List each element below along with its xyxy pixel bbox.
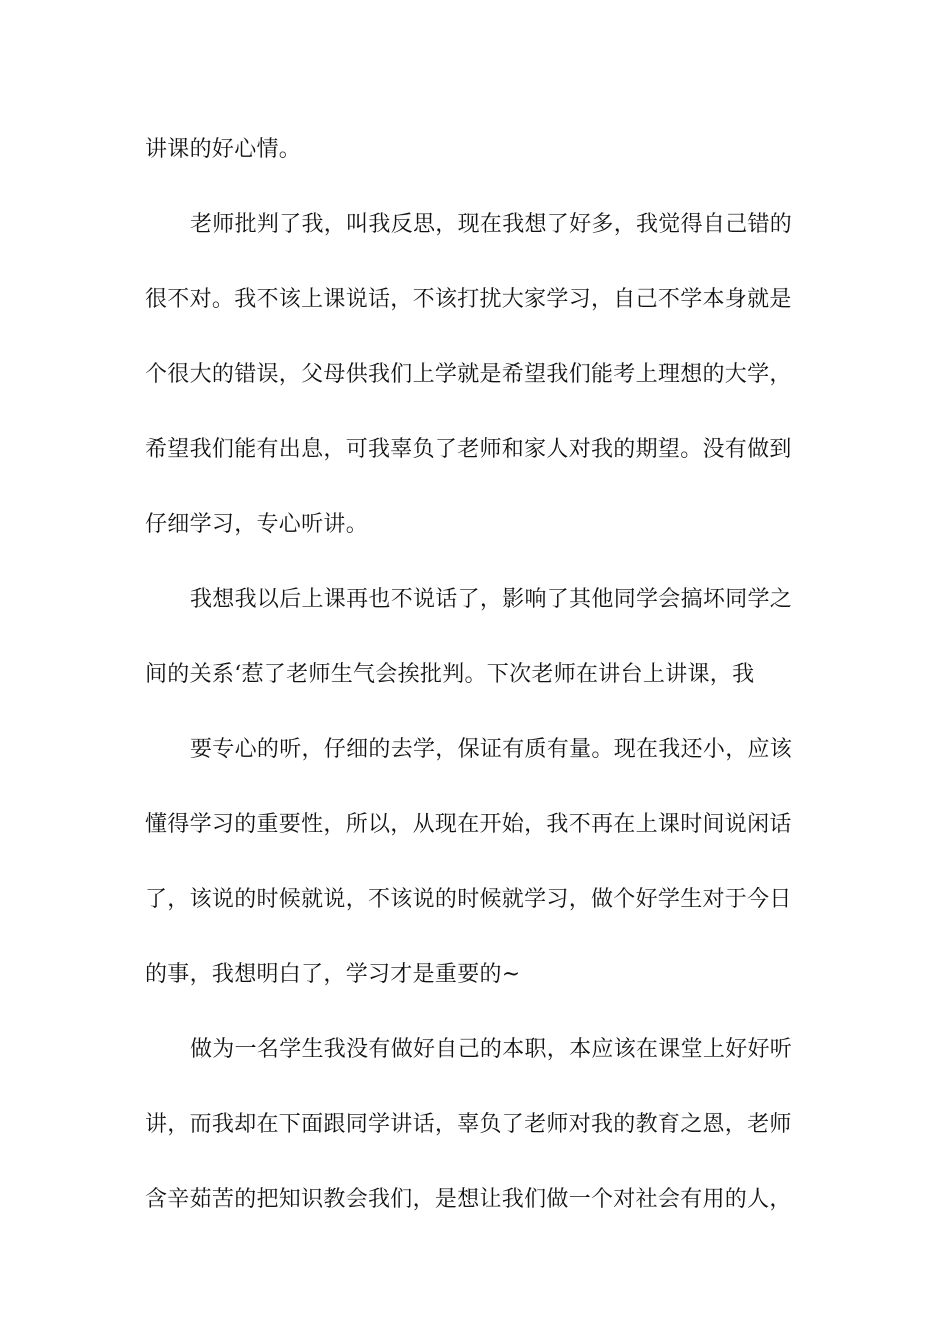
- text-line-1: 讲课的好心情。: [145, 137, 302, 162]
- text-line-14: 讲，而我却在下面跟同学讲话，辜负了老师对我的教育之恩，老师: [145, 1112, 792, 1137]
- text-line-13: 做为一名学生我没有做好自己的本职，本应该在课堂上好好听: [190, 1037, 793, 1062]
- text-line-7: 我想我以后上课再也不说话了，影响了其他同学会搞坏同学之: [190, 587, 793, 612]
- text-line-9: 要专心的听，仔细的去学，保证有质有量。现在我还小，应该: [190, 737, 793, 762]
- text-line-2: 老师批判了我，叫我反思，现在我想了好多，我觉得自己错的: [190, 212, 793, 237]
- text-line-8: 间的关系‘惹了老师生气会挨批判。下次老师在讲台上讲课，我: [145, 662, 755, 687]
- text-line-3: 很不对。我不该上课说话，不该打扰大家学习，自己不学本身就是: [145, 287, 792, 312]
- text-line-5: 希望我们能有出息，可我辜负了老师和家人对我的期望。没有做到: [145, 437, 792, 462]
- text-line-6: 仔细学习，专心听讲。: [145, 512, 369, 537]
- text-line-12: 的事，我想明白了，学习才是重要的~: [145, 962, 521, 987]
- text-line-11: 了，该说的时候就说，不该说的时候就学习，做个好学生对于今日: [145, 887, 792, 912]
- text-line-4: 个很大的错误，父母供我们上学就是希望我们能考上理想的大学，: [145, 362, 792, 387]
- text-line-15: 含辛茹苦的把知识教会我们，是想让我们做一个对社会有用的人，: [145, 1187, 792, 1212]
- text-line-10: 懂得学习的重要性，所以，从现在开始，我不再在上课时间说闲话: [145, 812, 792, 837]
